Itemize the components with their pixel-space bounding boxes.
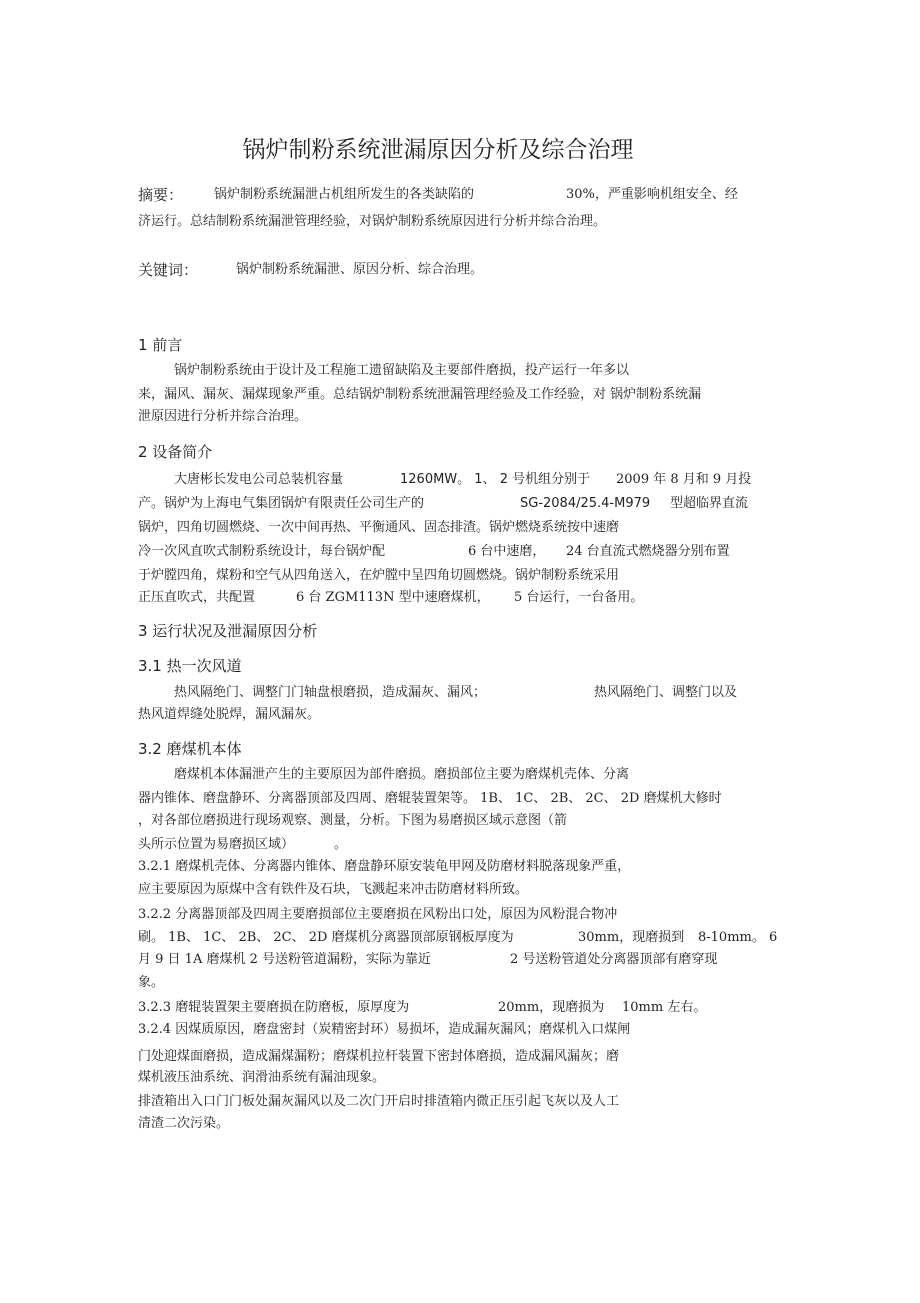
text-run: 型超临界直流 (670, 496, 749, 511)
paragraph-line: ，对各部位磨损进行现场观察、测量，分析。下图为易磨损区域示意图（箭 (138, 813, 568, 828)
text-run: 30mm，现磨损到 (578, 930, 685, 945)
paragraph-line: 来，漏风、漏灰、漏煤现象严重。总结锅炉制粉系统泄漏管理经验及工作经验，对 锅炉制粉系统漏 (138, 387, 702, 402)
text-run: 6 台 ZGM113N 型中速磨煤机， (296, 590, 490, 605)
text-run: 2 号送粉管道处分离器顶部有磨穿现 (510, 952, 718, 967)
text-run: 3.2.3 磨辊装置架主要磨损在防磨板，原厚度为 (138, 1000, 410, 1015)
paragraph-line: 3.2.1 磨煤机壳体、分离器内锥体、磨盘静环原安装龟甲网及防磨材料脱落现象严重， (138, 859, 631, 874)
text-run: 刷。 1B、 1C、 2B、 2C、 2D 磨煤机分离器顶部原钢板厚度为 (138, 930, 514, 945)
paragraph-line: 热风道焊缝处脱焊，漏风漏灰。 (138, 707, 321, 722)
text-run: 1260MW。 1、 2 号机组分别于 (400, 472, 591, 487)
abstract-line-2: 济运行。总结制粉系统漏泄管理经验，对锅炉制粉系统原因进行分析并综合治理。 (138, 214, 607, 229)
text-run: 大唐彬长发电公司总装机容量 (174, 472, 344, 487)
paragraph-line: 煤机液压油系统、润滑油系统有漏油现象。 (138, 1070, 386, 1085)
keywords-label: 关键词： (138, 261, 199, 279)
text-run: 5 台运行，一台备用。 (514, 590, 644, 605)
section-heading: 3 运行状况及泄漏原因分析 (138, 622, 318, 640)
paragraph-line: 泄原因进行分析并综合治理。 (138, 409, 308, 424)
subsection-heading: 3.1 热一次风道 (138, 657, 242, 675)
text-run: 20mm，现磨损为 (498, 1000, 605, 1015)
text-run: 产。锅炉为上海电气集团锅炉有限责任公司生产的 (138, 496, 425, 511)
keywords-text: 锅炉制粉系统漏泄、原因分析、综合治理。 (236, 262, 484, 277)
abstract-text: 锅炉制粉系统漏泄占机组所发生的各类缺陷的 (214, 187, 475, 202)
paragraph-line: 锅炉，四角切圆燃烧、一次中间再热、平衡通风、固态排渣。锅炉燃烧系统按中速磨 (138, 520, 620, 535)
text-run: SG-2084/25.4-M979 (520, 496, 651, 511)
keywords-line (138, 261, 484, 280)
text-run: 24 台直流式燃烧器分别布置 (566, 544, 730, 559)
paragraph-line: 3.2.2 分离器顶部及四周主要磨损部位主要磨损在风粉出口处，原因为风粉混合物冲 (138, 907, 618, 922)
text-run: 热风隔绝门、调整门门轴盘根磨损，造成漏灰、漏风； (174, 685, 487, 700)
text-run: 8-10mm。 6 (698, 930, 778, 945)
subsection-heading: 3.2 磨煤机本体 (138, 740, 242, 758)
text-run: 月 9 日 1A 磨煤机 2 号送粉管道漏粉，实际为靠近 (138, 952, 431, 967)
abstract-label: 摘要： (138, 186, 184, 204)
paragraph-line: 器内锥体、磨盘静环、分离器顶部及四周、磨辊装置架等。 1B、 1C、 2B、 2C、 2D 磨煤机大修时 (138, 791, 722, 806)
abstract-text: 30%，严重影响机组安全、经 (566, 187, 738, 202)
text-run: 冷一次风直吹式制粉系统设计，每台锅炉配 (138, 544, 386, 559)
text-run: 10mm 左右。 (622, 1000, 707, 1015)
text-run: 热风隔绝门、调整门以及 (594, 685, 738, 700)
paragraph-line: 应主要原因为原煤中含有铁件及石块，飞溅起来冲击防磨材料所致。 (138, 882, 529, 897)
paragraph-line: 清渣二次污染。 (138, 1116, 230, 1131)
text-run: 6 台中速磨， (468, 544, 546, 559)
text-run: 2009 年 8 月和 9 月投 (616, 472, 752, 487)
text-run: 。 (334, 837, 348, 852)
document-title: 锅炉制粉系统泄漏原因分析及综合治理 (242, 137, 634, 163)
paragraph-line: 象。 (138, 975, 165, 990)
paragraph-line: 门处迎煤面磨损，造成漏煤漏粉；磨煤机拉杆装置下密封体磨损，造成漏风漏灰；磨 (138, 1049, 620, 1064)
text-run: 头所示位置为易磨损区域） (138, 837, 295, 852)
section-heading: 2 设备简介 (138, 443, 213, 461)
paragraph-line: 于炉膛四角，煤粉和空气从四角送入，在炉膛中呈四角切圆燃烧。锅炉制粉系统采用 (138, 568, 620, 583)
paragraph-line: 排渣箱出入口门门板处漏灰漏风以及二次门开启时排渣箱内微正压引起飞灰以及人工 (138, 1094, 620, 1109)
paragraph-line: 锅炉制粉系统由于设计及工程施工遗留缺陷及主要部件磨损，投产运行一年多以 (174, 363, 630, 378)
paragraph-line: 磨煤机本体漏泄产生的主要原因为部件磨损。磨损部位主要为磨煤机壳体、分离 (174, 767, 630, 782)
section-heading: 1 前言 (138, 336, 183, 354)
abstract-line-1 (138, 186, 738, 205)
paragraph-line: 3.2.4 因煤质原因，磨盘密封（炭精密封环）易损坏，造成漏灰漏风；磨煤机入口煤闸 (138, 1022, 631, 1037)
text-run: 正压直吹式，共配置 (138, 590, 256, 605)
